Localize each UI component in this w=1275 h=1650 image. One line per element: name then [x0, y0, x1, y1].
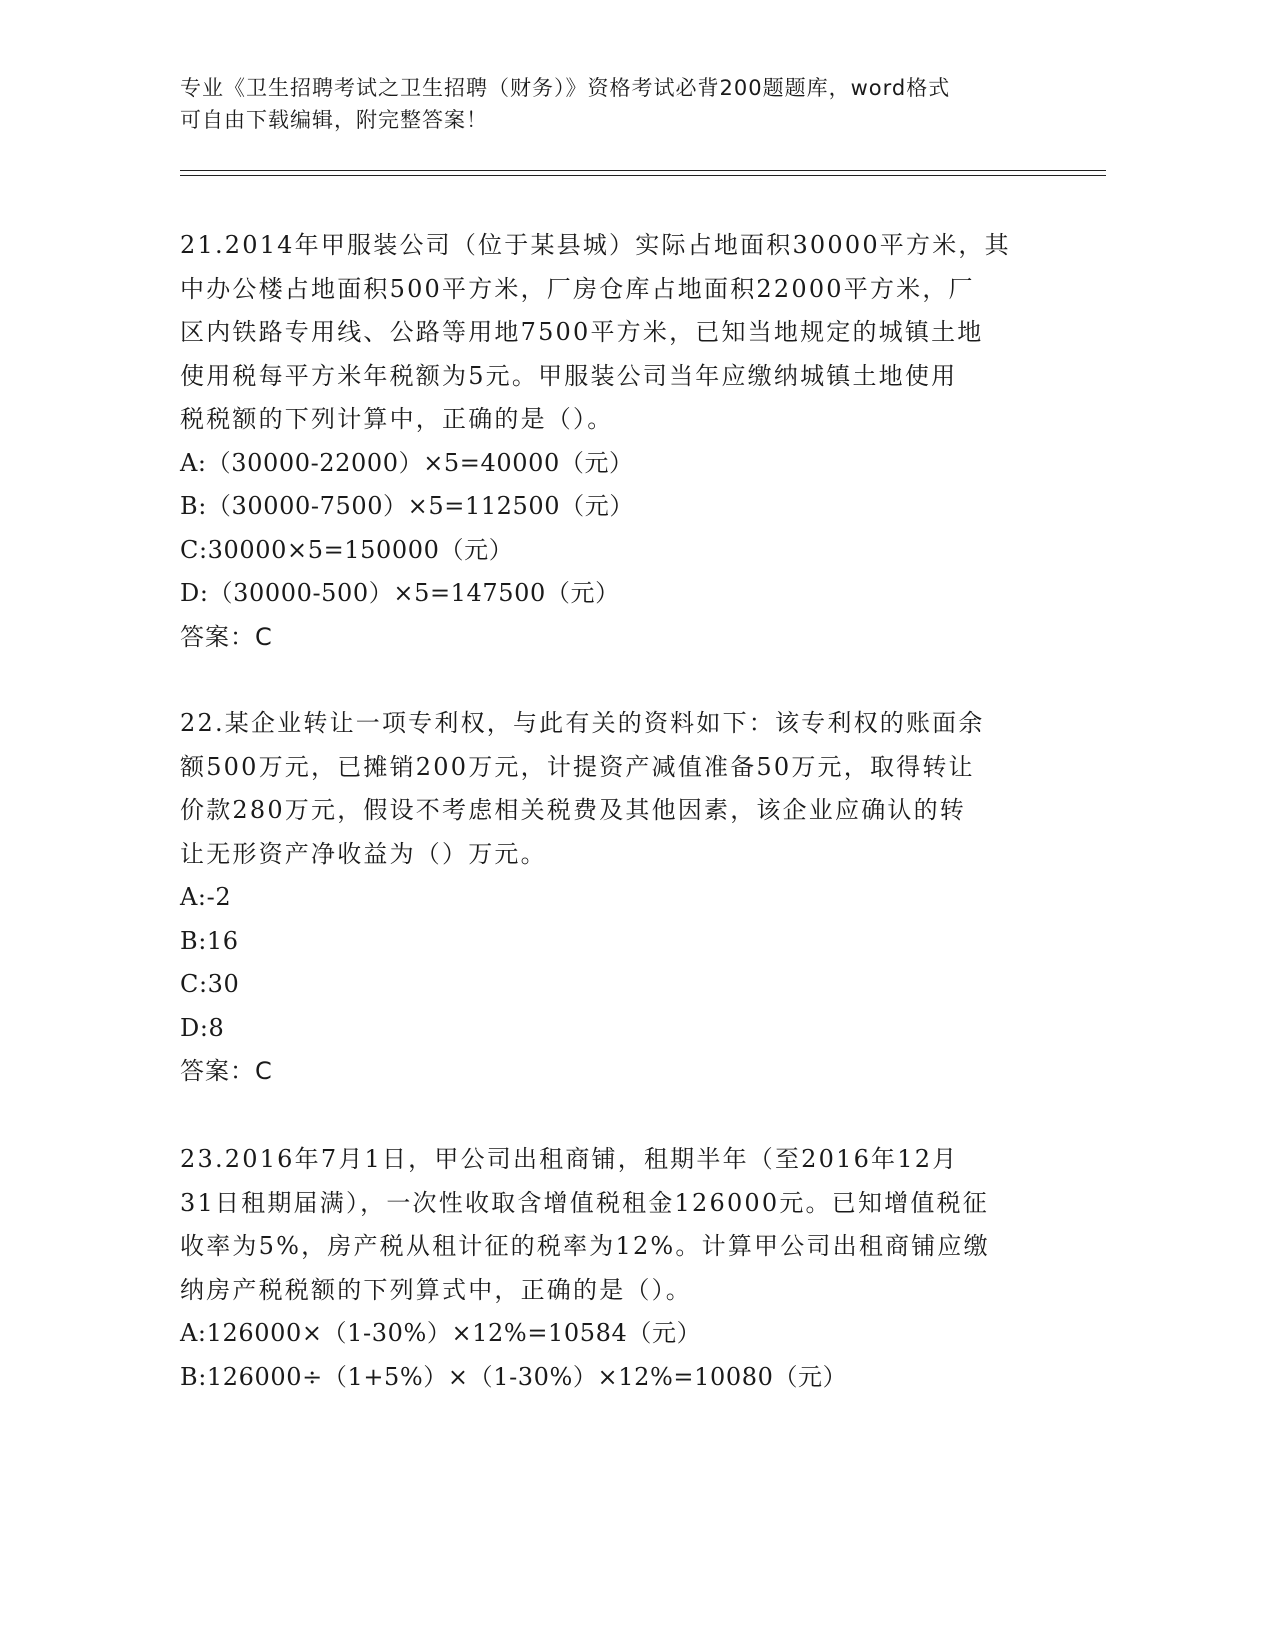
header-rule-bottom	[180, 175, 1106, 176]
question-22	[180, 702, 1080, 1094]
option-a: A:126000×（1-30%）×12%=10584（元）	[180, 1319, 702, 1347]
option-b: B:（30000-7500）×5=112500（元）	[180, 492, 634, 520]
answer-label: 答案：C	[180, 622, 273, 651]
option-c: C:30000×5=150000（元）	[180, 535, 514, 564]
question-21	[180, 224, 1080, 659]
question-stem-line: 区内铁路专用线、公路等用地7500平方米，已知当地规定的城镇土地	[180, 318, 984, 346]
question-stem-line: 纳房产税税额的下列算式中，正确的是（）。	[180, 1275, 692, 1304]
question-stem-line: 22.某企业转让一项专利权，与此有关的资料如下：该专利权的账面余	[180, 709, 985, 737]
question-stem-line: 使用税每平方米年税额为5元。甲服装公司当年应缴纳城镇土地使用	[180, 361, 958, 390]
question-stem-line: 让无形资产净收益为（）万元。	[180, 839, 547, 868]
option-a: A:-2	[180, 883, 232, 911]
question-stem-line: 税税额的下列计算中，正确的是（）。	[180, 405, 614, 433]
option-d: D:8	[180, 1013, 225, 1042]
answer-label: 答案：C	[180, 1057, 273, 1085]
question-23	[180, 1138, 1080, 1399]
option-a: A:（30000-22000）×5=40000（元）	[180, 448, 634, 477]
option-b: B:16	[180, 926, 239, 955]
question-stem-line: 23.2016年7月1日，甲公司出租商铺，租期半年（至2016年12月	[180, 1145, 959, 1173]
question-stem-line: 31日租期届满），一次性收取含增值税租金126000元。已知增值税征	[180, 1188, 989, 1217]
question-stem-line: 额500万元，已摊销200万元，计提资产减值准备50万元，取得转让	[180, 752, 975, 781]
question-stem-line: 价款280万元，假设不考虑相关税费及其他因素，该企业应确认的转	[180, 796, 967, 824]
option-c: C:30	[180, 970, 240, 998]
header-rule-top	[180, 170, 1106, 171]
option-b: B:126000÷（1+5%）×（1-30%）×12%=10080（元）	[180, 1362, 848, 1391]
document-header	[180, 72, 1080, 136]
question-stem-line: 21.2014年甲服装公司（位于某县城）实际占地面积30000平方米，其	[180, 231, 1011, 259]
question-stem-line: 收率为5%，房产税从租计征的税率为12%。计算甲公司出租商铺应缴	[180, 1232, 990, 1260]
option-d: D:（30000-500）×5=147500（元）	[180, 579, 620, 607]
question-stem-line: 中办公楼占地面积500平方米，厂房仓库占地面积22000平方米，厂	[180, 274, 975, 303]
header-line-2: 可自由下载编辑，附完整答案！	[180, 108, 488, 132]
header-line-1: 专业《卫生招聘考试之卫生招聘（财务）》资格考试必背200题题库，word格式	[180, 76, 951, 100]
